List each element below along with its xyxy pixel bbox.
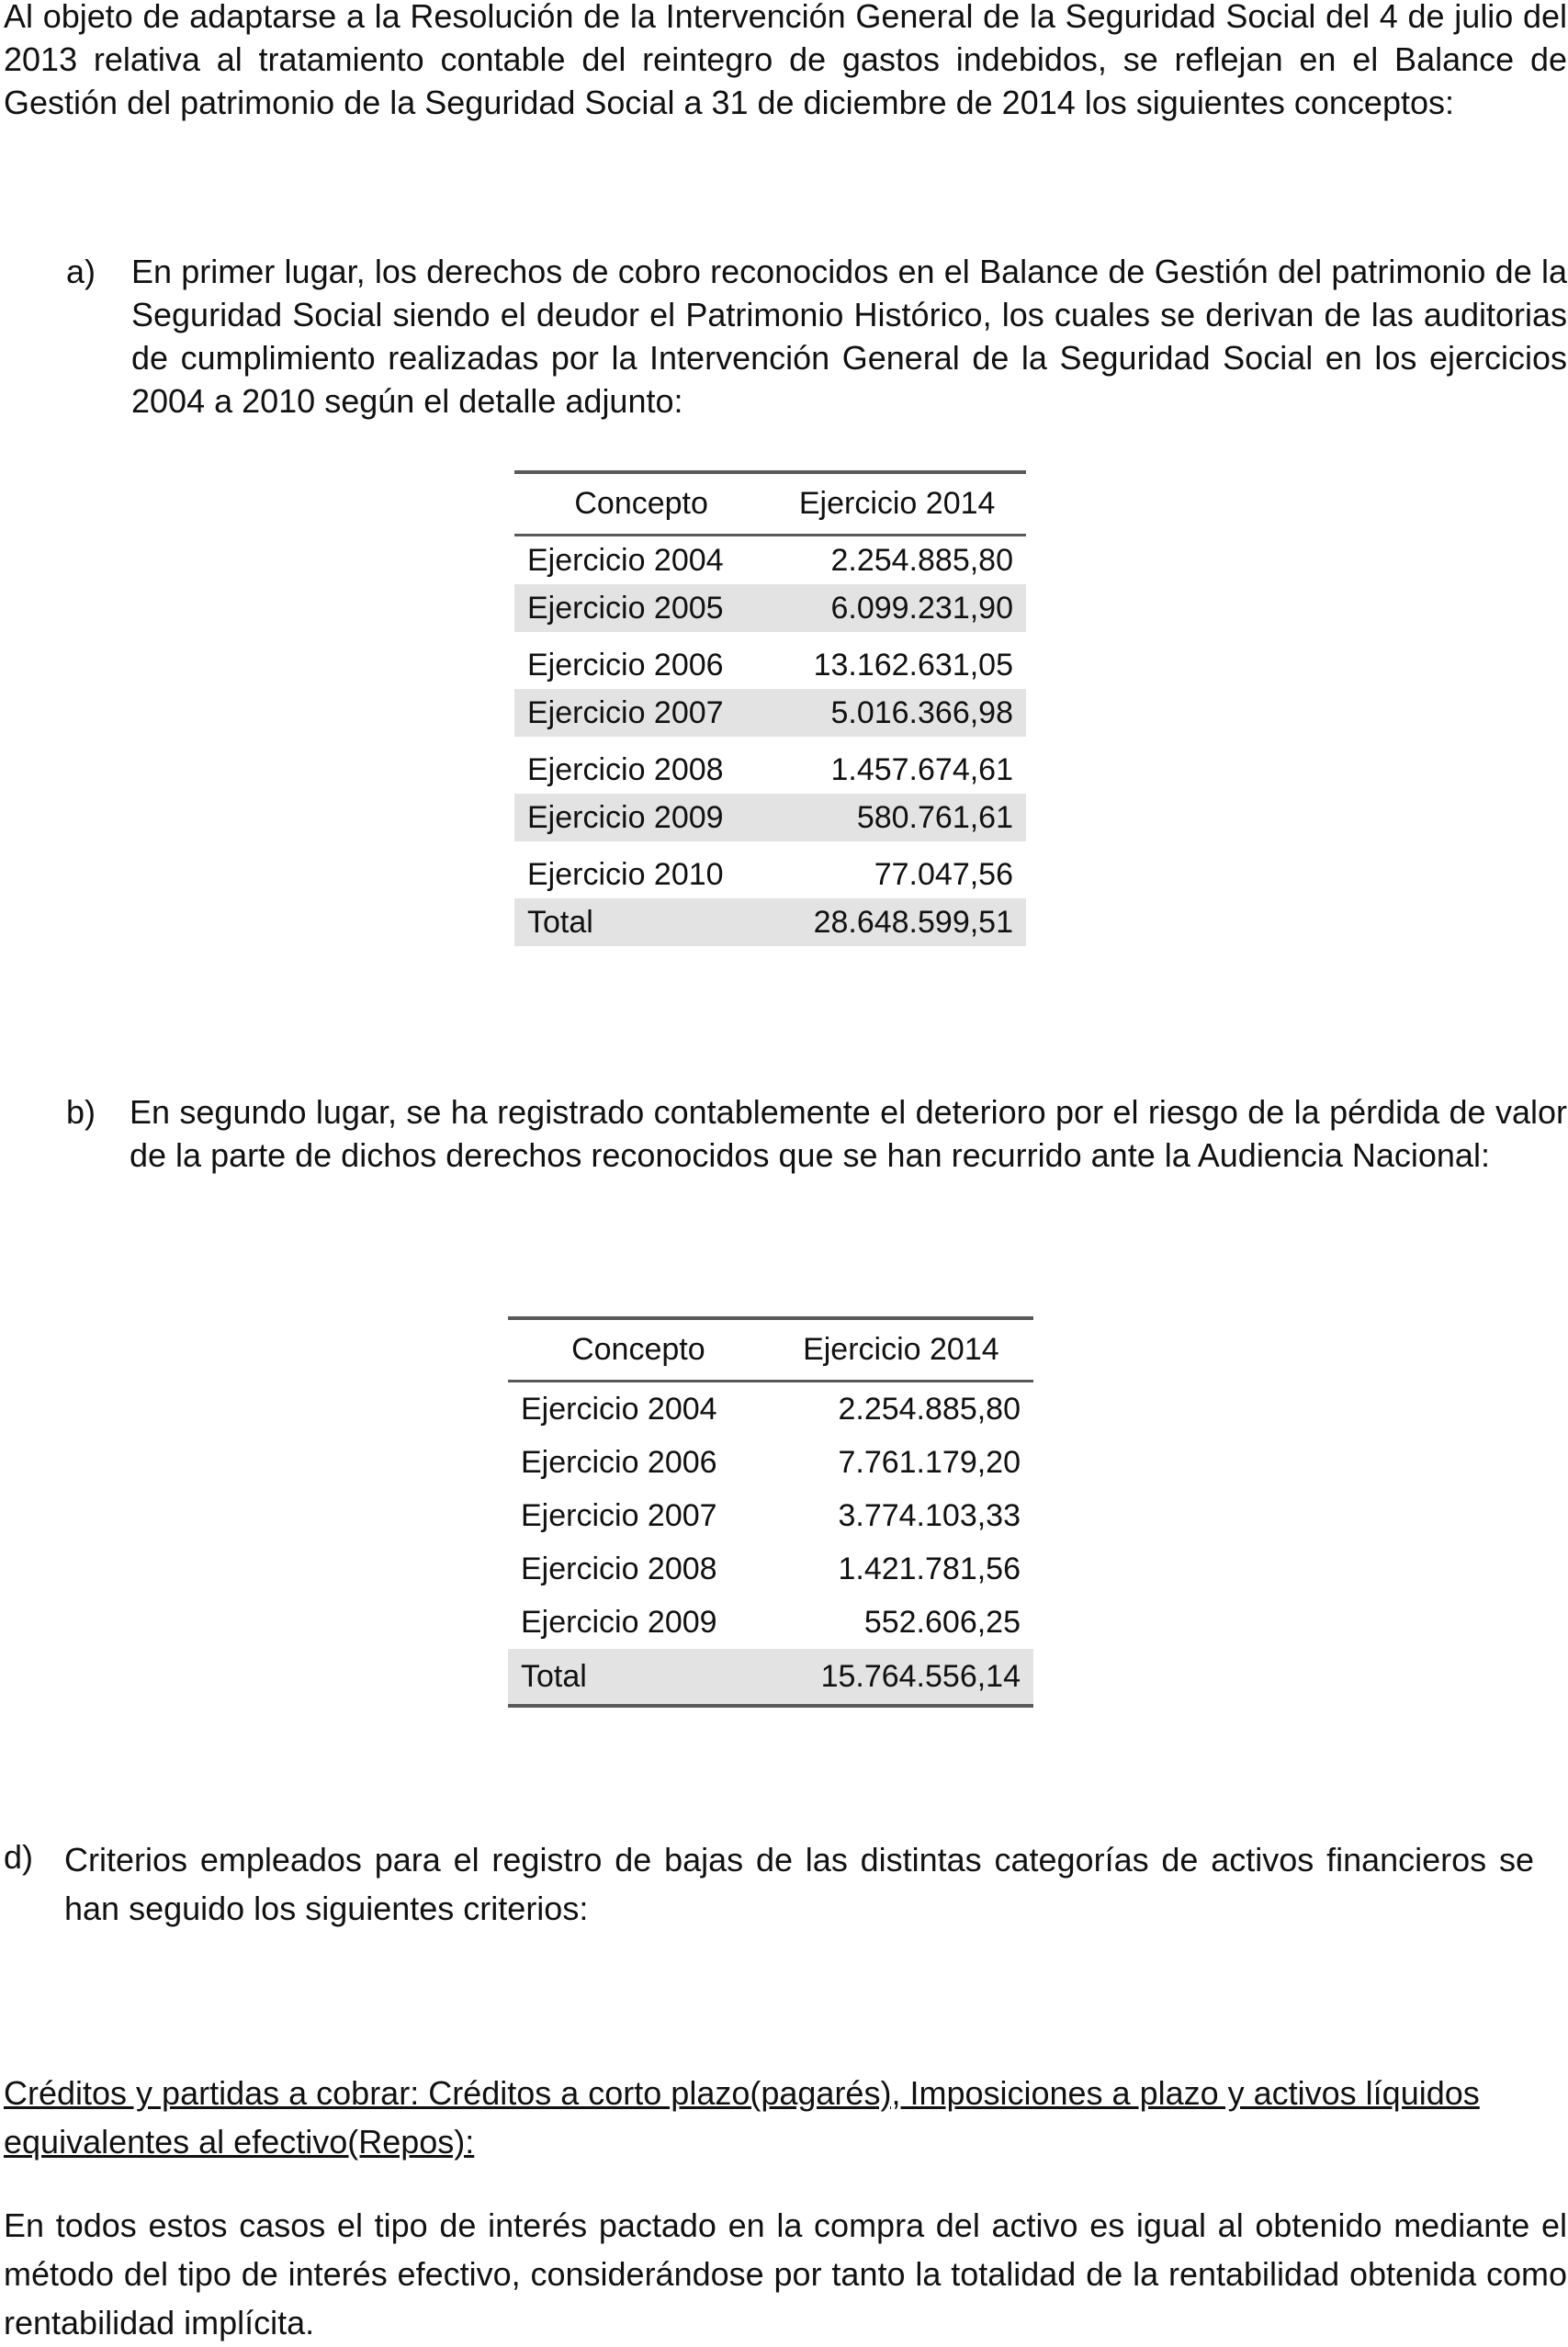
table-cell-valor: 2.254.885,80 bbox=[838, 1391, 1021, 1427]
table-b-header-concepto: Concepto bbox=[508, 1318, 769, 1382]
table-cell-valor: 5.016.366,98 bbox=[768, 689, 1026, 737]
table-cell-valor: 1.457.674,61 bbox=[830, 751, 1013, 787]
table-a-header-ejercicio: Ejercicio 2014 bbox=[768, 472, 1026, 536]
table-cell-valor: 552.606,25 bbox=[863, 1604, 1021, 1640]
table-cell-concepto: Ejercicio 2008 bbox=[521, 1551, 717, 1586]
table-cell-valor: 13.162.631,05 bbox=[813, 647, 1013, 683]
table-cell-concepto: Total bbox=[508, 1649, 769, 1706]
table-row bbox=[514, 746, 1026, 794]
table-total-row bbox=[514, 898, 1026, 946]
table-cell-concepto: Ejercicio 2006 bbox=[527, 647, 724, 683]
table-row bbox=[508, 1542, 1033, 1596]
table-total-row bbox=[508, 1649, 1033, 1706]
table-a bbox=[514, 470, 1026, 946]
table-cell-concepto: Ejercicio 2004 bbox=[527, 542, 724, 578]
table-row bbox=[514, 851, 1026, 898]
item-d-text: Criterios empleados para el registro de bajas de las distintas categorías de activos financieros se han seguido los siguientes criterios: bbox=[64, 1841, 1534, 1927]
table-cell-valor: 7.761.179,20 bbox=[838, 1444, 1021, 1480]
table-b bbox=[508, 1316, 1033, 1708]
table-row bbox=[514, 641, 1026, 689]
item-b-marker: b) bbox=[66, 1093, 96, 1131]
item-b-text: En segundo lugar, se ha registrado contablemente el deterioro por el riesgo de la pérdida de valor de la parte de dichos derechos reconocidos que se han recurrido ante la Audiencia Nacional: bbox=[130, 1093, 1567, 1174]
item-d-marker: d) bbox=[4, 1838, 34, 1876]
table-b-header-ejercicio: Ejercicio 2014 bbox=[769, 1318, 1033, 1382]
table-cell-valor: 15.764.556,14 bbox=[769, 1649, 1033, 1706]
table-row bbox=[508, 1436, 1033, 1489]
table-cell-valor: 3.774.103,33 bbox=[838, 1497, 1021, 1533]
table-cell-valor: 28.648.599,51 bbox=[768, 898, 1026, 946]
table-cell-valor: 2.254.885,80 bbox=[830, 542, 1013, 578]
item-a-marker: a) bbox=[66, 253, 96, 290]
table-cell-valor: 580.761,61 bbox=[768, 794, 1026, 841]
table-cell-concepto: Ejercicio 2006 bbox=[521, 1444, 717, 1480]
table-row bbox=[514, 536, 1026, 585]
table-cell-valor: 77.047,56 bbox=[874, 856, 1013, 892]
table-cell-concepto: Ejercicio 2009 bbox=[514, 794, 768, 841]
intro-paragraph: Al objeto de adaptarse a la Resolución de la Intervención General de la Seguridad Social del 4 de julio del 2013 relativa al tratamiento contable del reintegro de gastos indebidos, se reflejan en el Balance de Gestión del patrimonio de la Seguridad Social a 31 de diciembre de 2014 los siguientes conceptos: bbox=[4, 0, 1567, 121]
table-cell-concepto: Ejercicio 2005 bbox=[514, 584, 768, 632]
table-row bbox=[514, 689, 1026, 737]
table-cell-concepto: Ejercicio 2007 bbox=[521, 1497, 717, 1533]
closing-paragraph: En todos estos casos el tipo de interés pactado en la compra del activo es igual al obtenido mediante el método del tipo de interés efectivo, considerándose por tanto la totalidad de la rentabilidad obtenida como rentabilidad implícita. bbox=[4, 2206, 1567, 2341]
table-cell-concepto: Ejercicio 2008 bbox=[527, 751, 724, 787]
table-cell-concepto: Total bbox=[514, 898, 768, 946]
table-row bbox=[514, 794, 1026, 841]
table-cell-valor: 1.421.781,56 bbox=[838, 1551, 1021, 1586]
table-cell-concepto: Ejercicio 2004 bbox=[521, 1391, 717, 1427]
table-row bbox=[508, 1489, 1033, 1542]
item-a-text: En primer lugar, los derechos de cobro reconocidos en el Balance de Gestión del patrimonio de la Seguridad Social siendo el deudor el Patrimonio Histórico, los cuales se derivan de las auditorias de cumplimiento realizadas por la Intervención General de la Seguridad Social en los ejercicios 2004 a 2010 según el detalle adjunto: bbox=[131, 253, 1567, 420]
table-cell-valor: 6.099.231,90 bbox=[768, 584, 1026, 632]
table-row bbox=[514, 584, 1026, 632]
table-row bbox=[508, 1596, 1033, 1649]
creditos-heading: Créditos y partidas a cobrar: Créditos a corto plazo(pagarés), Imposiciones a plazo y activos líquidos equivalentes al efectivo(Repos): bbox=[4, 2074, 1480, 2161]
table-row bbox=[508, 1382, 1033, 1437]
table-cell-concepto: Ejercicio 2010 bbox=[527, 856, 724, 892]
table-a-header-concepto: Concepto bbox=[514, 472, 768, 536]
table-cell-concepto: Ejercicio 2007 bbox=[514, 689, 768, 737]
table-cell-concepto: Ejercicio 2009 bbox=[521, 1604, 717, 1640]
